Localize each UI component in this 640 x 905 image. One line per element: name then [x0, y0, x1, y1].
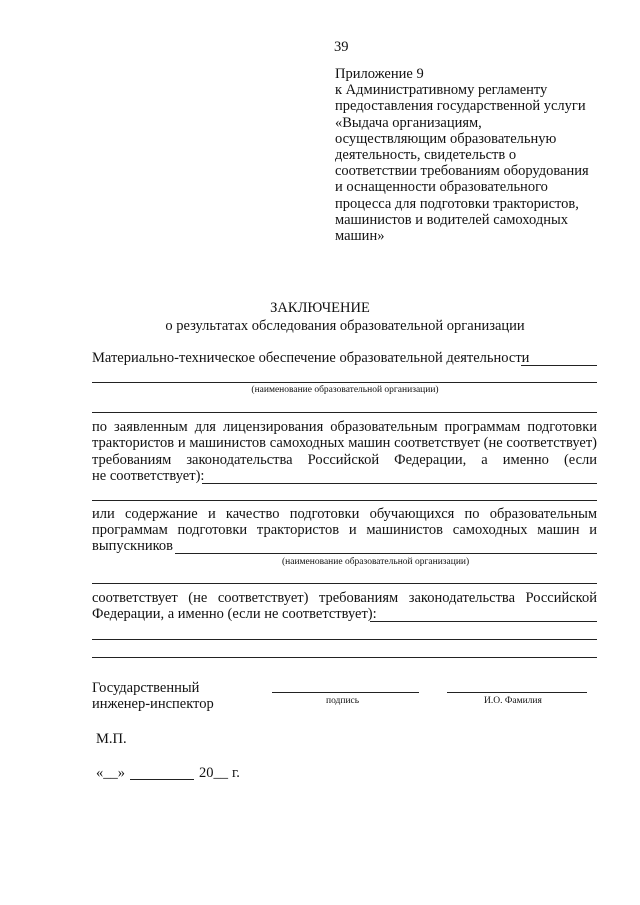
inspector-role: Государственный [92, 680, 200, 696]
signature-line [272, 692, 419, 693]
name-line [447, 692, 587, 693]
document-title: ЗАКЛЮЧЕНИЕ [270, 300, 370, 316]
material-support-text: Материально-техническое обеспечение образовательной деятельности [92, 350, 530, 366]
fill-line [521, 365, 597, 366]
fill-line [92, 639, 597, 640]
appendix-line: деятельность, свидетельств о [335, 147, 517, 164]
org-name-caption: (наименование образовательной организации) [251, 385, 439, 395]
appendix-line: к Административному регламенту [335, 82, 548, 99]
appendix-line: предоставления государственной услуги [335, 98, 586, 115]
stamp-place: М.П. [96, 731, 127, 747]
appendix-line: и оснащенности образовательного [335, 179, 548, 196]
fill-line [370, 621, 597, 622]
fill-line [92, 382, 597, 383]
date-suffix: г. [232, 765, 240, 781]
fill-line [92, 657, 597, 658]
para2-line: по заявленным для лицензирования образовательным программам подготовки [92, 419, 597, 435]
appendix-block [335, 66, 589, 244]
date-day: «__» [96, 765, 125, 781]
para2-line: не соответствует): [92, 468, 205, 484]
appendix-line: процесса для подготовки трактористов, [335, 195, 579, 212]
appendix-line: «Выдача организациям, [335, 114, 482, 131]
appendix-line: осуществляющим образовательную [335, 130, 557, 147]
page-number: 39 [334, 39, 349, 55]
inspector-role: инженер-инспектор [92, 696, 214, 712]
para2-line: трактористов и машинистов самоходных машин соответствует (не соответствует) [92, 435, 597, 451]
fill-line [92, 412, 597, 413]
document-subtitle: о результатах обследования образовательной организации [165, 318, 525, 334]
fill-line [92, 500, 597, 501]
date-year: 20__ [199, 765, 228, 781]
date-month-line [130, 779, 194, 780]
para3-line: программам подготовки трактористов и машинистов самоходных машин и [92, 522, 597, 538]
para4-line: соответствует (не соответствует) требованиям законодательства Российской [92, 590, 597, 606]
signature-caption: подпись [326, 696, 360, 706]
fill-line [175, 553, 597, 554]
para4-line: Федерации, а именно (если не соответствует): [92, 606, 377, 622]
appendix-line: машинистов и водителей самоходных [335, 211, 568, 228]
fill-line [92, 583, 597, 584]
appendix-line: машин» [335, 228, 385, 245]
para3-line: или содержание и качество подготовки обучающихся по образовательным [92, 506, 597, 522]
name-caption: И.О. Фамилия [484, 696, 542, 706]
para3-line: выпускников [92, 538, 174, 554]
fill-line [202, 483, 597, 484]
org-name-caption: (наименование образовательной организации) [282, 557, 470, 567]
para2-line: требованиям законодательства Российской Федерации, а именно (если [92, 452, 597, 468]
appendix-line: соответствии требованиям оборудования [335, 163, 589, 180]
appendix-line: Приложение 9 [335, 66, 424, 82]
